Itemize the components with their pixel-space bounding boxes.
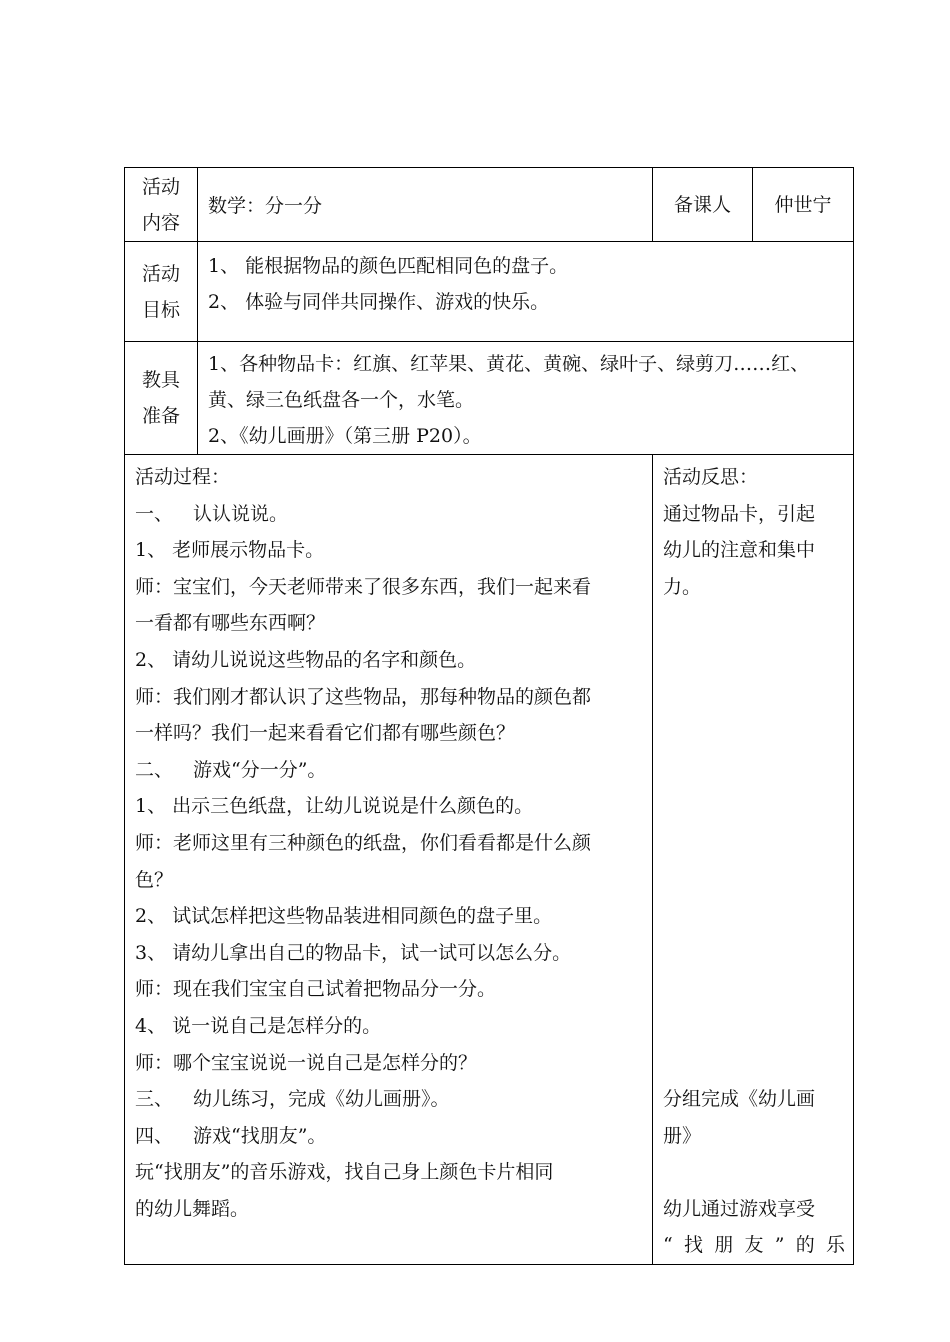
content-value: 数学：分一分 bbox=[208, 195, 323, 217]
process-line: 色？ bbox=[135, 868, 174, 891]
goals-row bbox=[125, 242, 854, 342]
content-label-cell bbox=[125, 168, 198, 242]
reflection-cell bbox=[653, 455, 854, 1265]
materials-label-line-1: 教具 bbox=[141, 369, 180, 391]
section-number: 三、 bbox=[135, 1088, 174, 1111]
process-line: 师：宝宝们，今天老师带来了很多东西，我们一起来看 bbox=[135, 575, 592, 598]
content-label-line-2: 内容 bbox=[141, 211, 180, 234]
content-value-cell bbox=[198, 168, 653, 242]
process-title: 活动过程： bbox=[135, 466, 231, 488]
goal-item: 2、 体验与同伴共同操作、游戏的快乐。 bbox=[208, 291, 550, 313]
preparer-label: 备课人 bbox=[673, 193, 731, 216]
section-title: 游戏“找朋友”。 bbox=[193, 1124, 327, 1147]
process-line: 4、 说一说自己是怎样分的。 bbox=[135, 1014, 382, 1037]
content-row bbox=[125, 168, 854, 242]
process-line: 2、 试试怎样把这些物品装进相同颜色的盘子里。 bbox=[135, 905, 553, 928]
process-line: 师：老师这里有三种颜色的纸盘，你们看看都是什么颜 bbox=[135, 831, 592, 854]
process-line: 师：哪个宝宝说说一说自己是怎样分的？ bbox=[135, 1051, 478, 1074]
reflection-line: 册》 bbox=[663, 1124, 702, 1147]
process-line: 1、 老师展示物品卡。 bbox=[135, 539, 325, 562]
materials-label-cell bbox=[125, 342, 198, 455]
content-label-line-1: 活动 bbox=[141, 175, 180, 198]
goals-content-cell bbox=[198, 242, 854, 342]
section-title: 认认说说。 bbox=[193, 502, 289, 525]
materials-line: 黄、绿三色纸盘各一个，水笔。 bbox=[208, 389, 475, 411]
process-line: 3、 请幼儿拿出自己的物品卡，试一试可以怎么分。 bbox=[135, 941, 572, 964]
process-line: 的幼儿舞蹈。 bbox=[135, 1197, 250, 1220]
process-line: 1、 出示三色纸盘，让幼儿说说是什么颜色的。 bbox=[135, 795, 534, 818]
reflection-line: “找朋友”的乐 bbox=[663, 1234, 845, 1257]
process-line: 师：现在我们宝宝自己试着把物品分一分。 bbox=[135, 978, 497, 1001]
preparer-name-cell bbox=[753, 168, 854, 242]
materials-line: 2、《幼儿画册》（第三册 P20）。 bbox=[208, 425, 482, 447]
lesson-plan-table bbox=[124, 167, 854, 1265]
reflection-line: 分组完成《幼儿画 bbox=[663, 1088, 816, 1111]
process-cell bbox=[125, 455, 653, 1265]
section-title: 幼儿练习，完成《幼儿画册》。 bbox=[193, 1088, 450, 1111]
preparer-name: 仲世宁 bbox=[774, 193, 832, 216]
process-line: 一看都有哪些东西啊？ bbox=[135, 612, 326, 635]
process-row bbox=[125, 455, 854, 1265]
goal-item: 1、 能根据物品的颜色匹配相同色的盘子。 bbox=[208, 255, 569, 277]
reflection-line: 通过物品卡，引起 bbox=[663, 502, 816, 525]
goals-label-line-2: 目标 bbox=[141, 298, 180, 321]
section-heading bbox=[135, 496, 644, 533]
section-heading bbox=[135, 752, 644, 789]
process-line: 师：我们刚才都认识了这些物品，那每种物品的颜色都 bbox=[135, 685, 592, 708]
reflection-line: 幼儿的注意和集中 bbox=[663, 539, 816, 562]
reflection-line: 幼儿通过游戏享受 bbox=[663, 1197, 816, 1220]
materials-row bbox=[125, 342, 854, 455]
reflection-title: 活动反思： bbox=[663, 466, 759, 488]
section-number: 二、 bbox=[135, 758, 174, 781]
materials-content-cell bbox=[198, 342, 854, 455]
section-number: 一、 bbox=[135, 502, 174, 525]
goals-label-cell bbox=[125, 242, 198, 342]
section-heading bbox=[135, 1081, 644, 1118]
section-heading bbox=[135, 1118, 644, 1155]
section-number: 四、 bbox=[135, 1124, 174, 1147]
goals-label-line-1: 活动 bbox=[141, 262, 180, 285]
preparer-label-cell bbox=[653, 168, 753, 242]
materials-line: 1、各种物品卡：红旗、红苹果、黄花、黄碗、绿叶子、绿剪刀……红、 bbox=[208, 353, 810, 375]
materials-label-line-2: 准备 bbox=[141, 405, 180, 427]
section-title: 游戏“分一分”。 bbox=[193, 758, 327, 781]
process-line: 2、 请幼儿说说这些物品的名字和颜色。 bbox=[135, 648, 477, 671]
process-line: 玩“找朋友”的音乐游戏，找自己身上颜色卡片相同 bbox=[135, 1161, 554, 1184]
reflection-line: 力。 bbox=[663, 575, 702, 598]
process-line: 一样吗？我们一起来看看它们都有哪些颜色？ bbox=[135, 722, 516, 745]
